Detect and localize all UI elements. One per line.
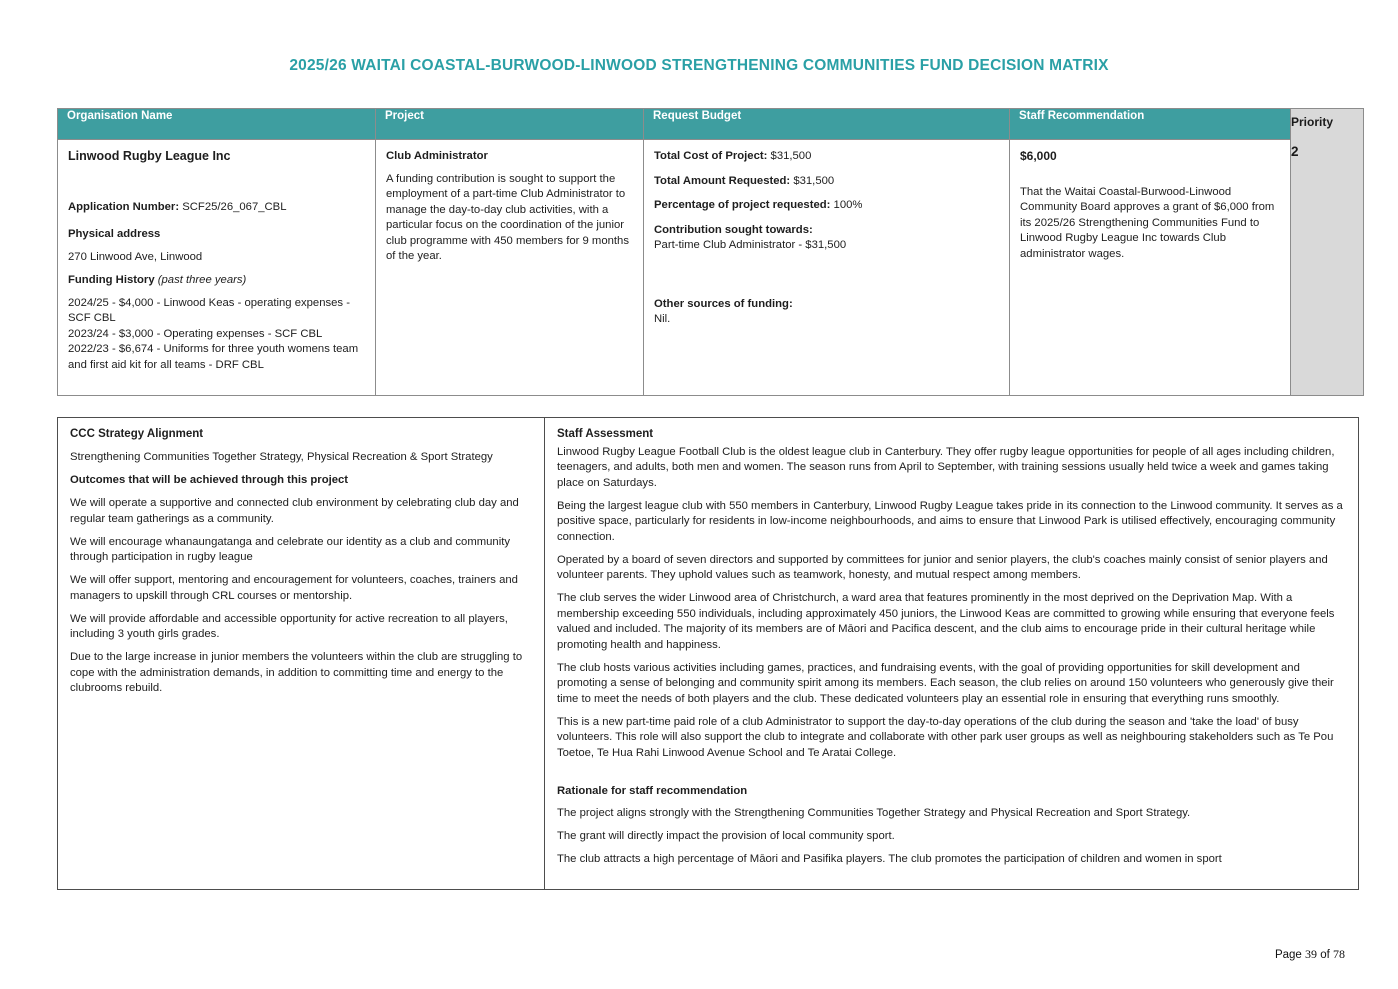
- rationale-paragraph: The club attracts a high percentage of Māori and Pasifika players. The club promotes the participation of children and women in sport: [557, 852, 1222, 865]
- strategy-alignment-cell: [58, 418, 545, 890]
- organisation-cell: [58, 140, 376, 396]
- col-header-project: Project: [376, 109, 644, 140]
- total-requested-label: Total Amount Requested:: [654, 174, 791, 187]
- request-budget-cell: [644, 140, 1010, 396]
- other-sources-value: Nil.: [654, 313, 671, 325]
- col-header-organisation-name: Organisation Name: [58, 109, 376, 140]
- outcomes-heading: Outcomes that will be achieved through this project: [70, 474, 349, 486]
- funding-history-list: [68, 296, 365, 374]
- detail-table: [57, 417, 1359, 890]
- organisation-name: Linwood Rugby League Inc: [68, 149, 231, 163]
- of-word: of: [1320, 949, 1330, 961]
- page-title: 2025/26 WAITAI COASTAL-BURWOOD-LINWOOD STRENGTHENING COMMUNITIES FUND DECISION MATRIX: [289, 57, 1109, 74]
- funding-history-entry: 2023/24 - $3,000 - Operating expenses - SCF CBL: [68, 327, 323, 340]
- total-cost-label: Total Cost of Project:: [654, 150, 768, 162]
- recommended-amount: $6,000: [1020, 149, 1057, 163]
- funding-history-label: Funding History: [68, 274, 155, 286]
- strategy-alignment-heading: CCC Strategy Alignment: [70, 428, 204, 440]
- matrix-data-row: [58, 140, 1364, 396]
- matrix-header-row: [58, 109, 1364, 140]
- outcome-paragraph: We will encourage whanaungatanga and celebrate our identity as a club and community through participation in rugby league: [70, 535, 511, 563]
- physical-address-value: 270 Linwood Ave, Linwood: [68, 250, 203, 263]
- decision-matrix-table: [57, 108, 1364, 396]
- current-page-number: 39: [1305, 947, 1317, 961]
- strategy-alignment-text: Strengthening Communities Together Strategy, Physical Recreation & Sport Strategy: [70, 451, 493, 463]
- page-number-footer: [1275, 947, 1345, 962]
- funding-history-row: [68, 273, 365, 289]
- other-sources-label: Other sources of funding:: [654, 297, 793, 310]
- project-description: A funding contribution is sought to support the employment of a part-time Club Administrator to manage the day-to-day club activities, with a particular focus on the coordination of the junior club programme with 450 members for 9 months of the year.: [386, 172, 629, 262]
- outcome-paragraph: We will provide affordable and accessible opportunity for active recreation to all players, including 3 youth girls grades.: [70, 612, 508, 640]
- project-cell: [376, 140, 644, 396]
- staff-assessment-cell: [545, 418, 1359, 890]
- funding-history-entry: 2024/25 - $4,000 - Linwood Keas - operating expenses - SCF CBL: [68, 296, 350, 324]
- application-number-row: [68, 200, 365, 216]
- total-requested-value: $31,500: [793, 174, 835, 187]
- total-cost-value: $31,500: [770, 150, 812, 162]
- outcome-paragraph: We will operate a supportive and connected club environment by celebrating club day and regular team gatherings as a community.: [70, 497, 519, 525]
- total-cost-row: [654, 149, 999, 165]
- percentage-requested-label: Percentage of project requested:: [654, 199, 831, 211]
- contribution-label: Contribution sought towards:: [654, 223, 813, 236]
- percentage-requested-value: 100%: [833, 199, 863, 211]
- assessment-paragraph: The club serves the wider Linwood area of Christchurch, a ward area that features prominently in the most deprived on the Deprivation Map. With a membership exceeding 550 individuals, including approximately 450 juniors, the Linwood Keas are committed to growing while ensuring that everyone feels valued and included. The majority of its members are of Māori and Pacifica descent, and the club aims to encourage pride in their cultural heritage while promoting health and happiness.: [557, 592, 1335, 651]
- priority-cell: [1291, 109, 1364, 396]
- recommendation-text: That the Waitai Coastal-Burwood-Linwood Community Board approves a grant of $6,000 from its 2025/26 Strengthening Communities Fund to Linwood Rugby League Inc towards Club administrator wages.: [1020, 185, 1275, 260]
- staff-assessment-heading: Staff Assessment: [557, 428, 654, 440]
- rationale-heading: Rationale for staff recommendation: [557, 785, 748, 797]
- page-word: Page: [1274, 949, 1302, 961]
- project-title: Club Administrator: [386, 150, 488, 162]
- assessment-paragraph: The club hosts various activities including games, practices, and fundraising events, with the goal of providing opportunities for skill development and promoting a sense of belonging and community spirit among its members. Each season, the club relies on around 150 volunteers who generously give their time to meet the needs of both players and the club. These dedicated volunteers play an essential role in ensuring that everything runs smoothly.: [557, 661, 1334, 705]
- assessment-paragraph: Being the largest league club with 550 members in Canterbury, Linwood Rugby League takes pride in its connection to the Linwood community. It serves as a positive space, particularly for residents in low-income neighbourhoods, and aims to ensure that Linwood Park is utilised effectively, encouraging community connection.: [557, 499, 1343, 543]
- total-page-number: 78: [1333, 947, 1345, 961]
- percentage-requested-row: [654, 198, 999, 214]
- outcome-paragraph: We will offer support, mentoring and encouragement for volunteers, coaches, trainers and managers to upskill through CRL courses or mentorship.: [70, 574, 518, 602]
- physical-address-label: Physical address: [68, 228, 161, 240]
- rationale-paragraph: The project aligns strongly with the Strengthening Communities Together Strategy and Physical Recreation and Sport Strategy.: [557, 806, 1191, 819]
- assessment-paragraph: This is a new part-time paid role of a club Administrator to support the day-to-day operations of the club during the season and 'take the load' of busy volunteers. This role will also support the club to integrate and collaborate with other park user groups as well as neighbouring stakeholders such as Te Pou Toetoe, Te Hua Rahi Linwood Avenue School and Te Aratai College.: [557, 715, 1334, 759]
- detail-row: [58, 418, 1359, 890]
- outcome-paragraph: Due to the large increase in junior members the volunteers within the club are struggling to cope with the administration demands, in addition to committing time and energy to the clubrooms rebuild.: [70, 651, 523, 694]
- contribution-value: Part-time Club Administrator - $31,500: [654, 239, 847, 251]
- col-header-staff-recommendation: Staff Recommendation: [1010, 109, 1291, 140]
- total-requested-row: [654, 174, 999, 190]
- application-number-value: SCF25/26_067_CBL: [182, 200, 287, 213]
- col-header-priority: Priority: [1291, 115, 1334, 129]
- priority-value: 2: [1291, 143, 1299, 159]
- col-header-request-budget: Request Budget: [644, 109, 1010, 140]
- funding-history-entry: 2022/23 - $6,674 - Uniforms for three youth womens team and first aid kit for all teams - DRF CBL: [68, 343, 359, 371]
- staff-recommendation-cell: [1010, 140, 1291, 396]
- assessment-paragraph: Operated by a board of seven directors and supported by committees for junior and senior players, the club's coaches mainly consist of senior players and volunteer parents. They uphold values such as teamwork, honesty, and mutual respect among members.: [557, 553, 1328, 581]
- funding-history-note: (past three years): [157, 274, 247, 286]
- application-number-label: Application Number:: [68, 200, 180, 213]
- assessment-paragraph: Linwood Rugby League Football Club is the oldest league club in Canterbury. They offer rugby league opportunities for people of all ages including children, teenagers, and adults, both men and women. The season runs from April to September, with training sessions usually held twice a week and games taking place on Saturdays.: [557, 445, 1335, 489]
- rationale-paragraph: The grant will directly impact the provision of local community sport.: [557, 829, 895, 842]
